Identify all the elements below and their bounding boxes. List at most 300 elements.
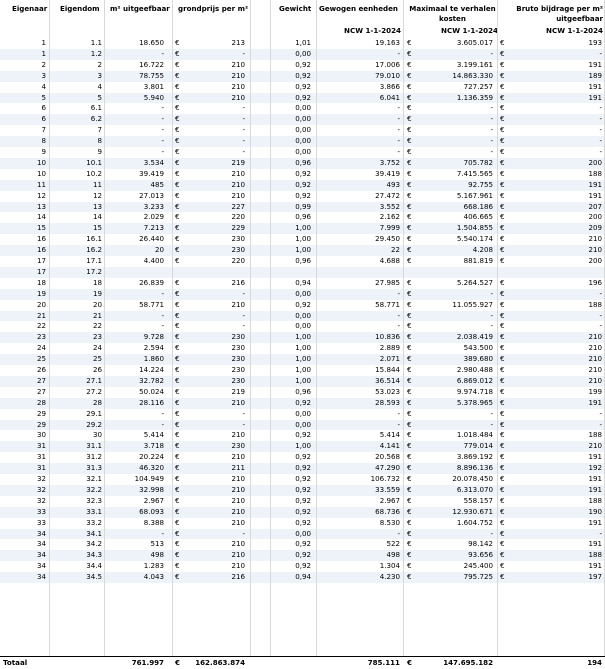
cell-bruto: 191: [588, 59, 602, 69]
cell-max: 5.167.961: [456, 190, 493, 200]
total-euro-1: €: [175, 658, 180, 667]
cell-euro: €: [500, 452, 505, 462]
cell-gewogen: -: [397, 528, 400, 538]
cell-max: 668.186: [463, 201, 493, 211]
cell-max: 4.208: [472, 245, 493, 255]
cell-euro: €: [500, 495, 505, 505]
cell-eigendom: 29.2: [86, 419, 102, 429]
cell-eigendom: 31.1: [86, 441, 102, 451]
cell-gewogen: -: [397, 147, 400, 156]
cell-eigendom: 1.2: [90, 48, 102, 58]
cell-max: 1.136.359: [456, 92, 493, 102]
cell-gewogen: 39.419: [375, 168, 400, 178]
cell-gewicht: 0,92: [295, 539, 311, 549]
cell-max: 92.755: [468, 179, 493, 189]
cell-max: 1.604.752: [456, 517, 493, 527]
cell-gewicht: 0,92: [295, 484, 311, 494]
cell-euro: €: [500, 365, 505, 374]
cell-bruto: -: [599, 103, 602, 113]
table-row: [0, 180, 605, 191]
cell-euro: €: [175, 321, 180, 331]
cell-euro: €: [175, 245, 180, 255]
cell-gewicht: 0,92: [295, 70, 311, 80]
cell-euro: €: [407, 212, 412, 222]
cell-gewicht: 0,00: [295, 288, 311, 298]
cell-euro: €: [500, 59, 505, 69]
cell-euro: €: [407, 92, 412, 102]
cell-euro: €: [407, 474, 412, 483]
cell-euro: €: [175, 343, 180, 353]
cell-grondprijs: 220: [231, 256, 245, 265]
cell-gewicht: 0,00: [295, 103, 311, 113]
cell-gewogen: 79.010: [375, 70, 400, 80]
cell-gewogen: 47.290: [375, 463, 400, 473]
cell-eigenaar: 6: [41, 103, 46, 113]
cell-grondprijs: 220: [231, 212, 245, 222]
cell-eigendom: 11: [92, 179, 102, 189]
cell-gewogen: 22: [390, 245, 400, 255]
cell-eigendom: 4: [97, 81, 102, 91]
cell-eigendom: 33.2: [86, 517, 102, 527]
cell-euro: €: [500, 474, 505, 483]
cell-bruto: 191: [588, 561, 602, 571]
header-bruto-sub: NCW 1-1-2024: [546, 26, 603, 35]
cell-gewogen: 3.752: [379, 157, 400, 167]
cell-max: 881.819: [463, 256, 493, 265]
cell-euro: €: [175, 168, 180, 178]
cell-grondprijs: 210: [231, 506, 245, 516]
cell-gewogen: 15.844: [375, 365, 400, 374]
cell-bruto: 191: [588, 474, 602, 483]
cell-gewicht: 0,00: [295, 114, 311, 124]
cell-m2: -: [161, 419, 164, 429]
cell-gewicht: 0,00: [295, 321, 311, 331]
cell-eigenaar: 32: [36, 484, 46, 494]
cell-euro: €: [407, 386, 412, 396]
cell-grondprijs: 210: [231, 495, 245, 505]
cell-gewogen: 522: [386, 539, 400, 549]
cell-m2: 26.839: [139, 277, 164, 287]
cell-gewicht: 1,01: [295, 38, 311, 47]
cell-m2: -: [161, 321, 164, 331]
cell-gewicht: 0,00: [295, 419, 311, 429]
cell-euro: €: [500, 168, 505, 178]
cell-gewicht: 0,92: [295, 474, 311, 483]
table-row: [0, 376, 605, 387]
cell-grondprijs: 230: [231, 441, 245, 451]
cell-gewicht: 1,00: [295, 354, 311, 364]
cell-euro: €: [407, 38, 412, 47]
cell-grondprijs: -: [242, 114, 245, 124]
cell-eigendom: 18: [92, 277, 102, 287]
cell-grondprijs: 210: [231, 539, 245, 549]
cell-eigenaar: 10: [36, 168, 46, 178]
cell-gewicht: 0,96: [295, 212, 311, 222]
cell-euro: €: [175, 539, 180, 549]
cell-eigenaar: 18: [36, 277, 46, 287]
cell-euro: €: [500, 223, 505, 233]
cell-max: -: [490, 48, 493, 58]
cell-gewicht: 0,00: [295, 408, 311, 418]
table-row: [0, 93, 605, 104]
cell-m2: 9.728: [143, 332, 164, 342]
cell-euro: €: [500, 419, 505, 429]
cell-gewicht: 0,92: [295, 495, 311, 505]
cell-euro: €: [500, 157, 505, 167]
cell-gewogen: 2.967: [379, 495, 400, 505]
cell-euro: €: [175, 277, 180, 287]
cell-eigendom: 24: [92, 343, 102, 353]
cell-gewicht: 0,94: [295, 572, 311, 582]
cell-euro: €: [407, 299, 412, 309]
cell-euro: €: [500, 430, 505, 440]
cell-gewogen: 7.999: [379, 223, 400, 233]
cell-eigendom: 10.1: [86, 157, 102, 167]
table-row: [0, 234, 605, 245]
cell-max: 6.313.070: [456, 484, 493, 494]
table-row: [0, 223, 605, 234]
cell-m2: 7.213: [143, 223, 164, 233]
cell-bruto: 188: [588, 430, 602, 440]
cell-gewicht: 1,00: [295, 332, 311, 342]
cell-eigenaar: 11: [36, 179, 46, 189]
cell-gewicht: 0,92: [295, 81, 311, 91]
cell-euro: €: [407, 190, 412, 200]
table-row: [0, 300, 605, 311]
cell-m2: 1.283: [143, 561, 164, 571]
cell-eigendom: 29.1: [86, 408, 102, 418]
cell-euro: €: [407, 179, 412, 189]
cell-grondprijs: 227: [231, 201, 245, 211]
cell-bruto: -: [599, 528, 602, 538]
cell-max: 727.257: [463, 81, 493, 91]
cell-gewicht: 0,92: [295, 179, 311, 189]
cell-gewogen: 29.450: [375, 234, 400, 244]
cell-euro: €: [407, 419, 412, 429]
cell-gewogen: -: [397, 48, 400, 58]
cell-gewogen: 27.472: [375, 190, 400, 200]
cell-gewicht: 0,00: [295, 125, 311, 135]
cell-eigenaar: 1: [41, 38, 46, 47]
cell-m2: 68.093: [139, 506, 164, 516]
cell-euro: €: [175, 92, 180, 102]
cell-grondprijs: -: [242, 136, 245, 146]
cell-eigendom: 7: [97, 125, 102, 135]
cell-bruto: 191: [588, 190, 602, 200]
cell-gewogen: -: [397, 310, 400, 320]
header-eigenaar: Eigenaar: [12, 4, 48, 13]
cell-gewicht: 0,92: [295, 299, 311, 309]
cell-bruto: 199: [588, 386, 602, 396]
cell-eigendom: 9: [97, 147, 102, 156]
table-row: [0, 507, 605, 518]
cell-euro: €: [407, 539, 412, 549]
cell-bruto: 210: [588, 441, 602, 451]
cell-gewogen: 498: [386, 550, 400, 560]
cell-grondprijs: 210: [231, 299, 245, 309]
cell-bruto: -: [599, 125, 602, 135]
table-row: [0, 539, 605, 550]
grid-line: [49, 0, 50, 656]
cell-gewicht: 0,96: [295, 256, 311, 265]
cell-euro: €: [407, 506, 412, 516]
header-max-sub: NCW 1-1-2024: [441, 26, 498, 35]
cell-gewogen: 2.071: [379, 354, 400, 364]
cell-grondprijs: 219: [231, 157, 245, 167]
cell-eigenaar: 10: [36, 157, 46, 167]
cell-m2: 2.594: [143, 343, 164, 353]
cell-eigendom: 28: [92, 397, 102, 407]
cell-euro: €: [407, 223, 412, 233]
cell-max: -: [490, 136, 493, 146]
cell-max: -: [490, 147, 493, 156]
cell-eigenaar: 9: [41, 147, 46, 156]
cell-bruto: 191: [588, 484, 602, 494]
cell-eigenaar: 16: [36, 245, 46, 255]
cell-euro: €: [407, 561, 412, 571]
cell-gewicht: 0,92: [295, 506, 311, 516]
cell-max: 1.018.484: [456, 430, 493, 440]
cell-max: 5.378.965: [456, 397, 493, 407]
cell-eigenaar: 15: [36, 223, 46, 233]
cell-m2: 3.718: [143, 441, 164, 451]
table-row: [0, 169, 605, 180]
grid-line: [316, 0, 317, 656]
cell-euro: €: [175, 463, 180, 473]
cell-m2: 3.233: [143, 201, 164, 211]
table-row: [0, 463, 605, 474]
cell-max: 3.199.161: [456, 59, 493, 69]
cell-m2: 27.013: [139, 190, 164, 200]
cell-eigenaar: 26: [36, 365, 46, 374]
header-gewogen-sub: NCW 1-1-2024: [344, 26, 401, 35]
cell-gewicht: 0,00: [295, 310, 311, 320]
cell-euro: €: [407, 354, 412, 364]
cell-eigendom: 17.2: [86, 266, 102, 276]
cell-gewogen: 2.162: [379, 212, 400, 222]
cell-m2: -: [161, 310, 164, 320]
cell-euro: €: [407, 343, 412, 353]
cell-grondprijs: -: [242, 103, 245, 113]
cell-m2: 32.998: [139, 484, 164, 494]
cell-euro: €: [407, 59, 412, 69]
cell-eigendom: 23: [92, 332, 102, 342]
cell-max: 14.863.330: [452, 70, 493, 80]
cell-euro: €: [175, 397, 180, 407]
cell-gewicht: 0,99: [295, 201, 311, 211]
table-row: [0, 147, 605, 158]
cell-gewogen: 5.414: [379, 430, 400, 440]
cell-gewogen: 27.985: [375, 277, 400, 287]
cell-m2: 485: [150, 179, 164, 189]
cell-grondprijs: 213: [231, 38, 245, 47]
cell-gewicht: 0,92: [295, 561, 311, 571]
cell-eigendom: 20: [92, 299, 102, 309]
cell-euro: €: [175, 147, 180, 156]
cell-max: 389.680: [463, 354, 493, 364]
cell-grondprijs: 216: [231, 277, 245, 287]
cell-bruto: 191: [588, 397, 602, 407]
cell-bruto: 190: [588, 506, 602, 516]
cell-gewogen: -: [397, 103, 400, 113]
cell-bruto: 196: [588, 277, 602, 287]
cell-bruto: 191: [588, 539, 602, 549]
cell-bruto: 200: [588, 157, 602, 167]
cell-max: -: [490, 114, 493, 124]
cell-m2: 8.388: [143, 517, 164, 527]
table-row: [0, 125, 605, 136]
cell-max: 543.500: [463, 343, 493, 353]
cell-eigenaar: 12: [36, 190, 46, 200]
table-row: [0, 332, 605, 343]
cell-eigendom: 27.1: [86, 375, 102, 385]
cell-eigenaar: 17: [36, 256, 46, 265]
cell-gewicht: 0,96: [295, 386, 311, 396]
cell-gewogen: -: [397, 419, 400, 429]
cell-eigendom: 12: [92, 190, 102, 200]
cell-grondprijs: 210: [231, 452, 245, 462]
cell-grondprijs: 211: [231, 463, 245, 473]
cell-m2: 16.722: [139, 59, 164, 69]
cell-m2: 2.029: [143, 212, 164, 222]
header-bruto-line1: Bruto bijdrage per m²: [516, 4, 603, 13]
cell-euro: €: [500, 114, 505, 124]
cell-eigenaar: 32: [36, 474, 46, 483]
cell-gewogen: 1.304: [379, 561, 400, 571]
table-row: [0, 103, 605, 114]
header-bruto-line2: uitgeefbaar: [556, 14, 603, 23]
cell-euro: €: [407, 495, 412, 505]
cell-euro: €: [500, 299, 505, 309]
cell-eigenaar: 6: [41, 114, 46, 124]
cell-euro: €: [407, 168, 412, 178]
cell-euro: €: [175, 517, 180, 527]
cell-eigendom: 8: [97, 136, 102, 146]
cell-m2: 5.414: [143, 430, 164, 440]
cell-m2: 20: [154, 245, 164, 255]
cell-euro: €: [500, 179, 505, 189]
cell-bruto: 210: [588, 375, 602, 385]
table-row: [0, 365, 605, 376]
total-gewogen: 785.111: [367, 658, 400, 667]
cell-eigendom: 14: [92, 212, 102, 222]
table-row: [0, 212, 605, 223]
cell-bruto: 210: [588, 343, 602, 353]
table-row: [0, 71, 605, 82]
table-row: [0, 158, 605, 169]
header-row: [0, 0, 605, 38]
cell-euro: €: [175, 386, 180, 396]
cell-max: -: [490, 288, 493, 298]
cell-gewicht: 0,00: [295, 48, 311, 58]
grid-line: [172, 0, 173, 656]
table-row: [0, 60, 605, 71]
table-row: [0, 256, 605, 267]
cell-eigenaar: 27: [36, 375, 46, 385]
cell-euro: €: [407, 332, 412, 342]
cell-eigenaar: 27: [36, 386, 46, 396]
header-eigendom: Eigendom: [60, 4, 100, 13]
cell-bruto: 191: [588, 81, 602, 91]
cell-euro: €: [407, 157, 412, 167]
cell-grondprijs: 230: [231, 332, 245, 342]
cell-m2: -: [161, 103, 164, 113]
cell-grondprijs: 210: [231, 81, 245, 91]
cell-euro: €: [407, 572, 412, 582]
table-row: [0, 191, 605, 202]
total-m2: 761.997: [131, 658, 164, 667]
cell-euro: €: [407, 136, 412, 146]
cell-gewogen: -: [397, 125, 400, 135]
cell-gewicht: 1,00: [295, 441, 311, 451]
cell-euro: €: [407, 452, 412, 462]
cell-grondprijs: 230: [231, 234, 245, 244]
cell-euro: €: [175, 310, 180, 320]
cell-bruto: 210: [588, 234, 602, 244]
cell-euro: €: [500, 397, 505, 407]
cell-bruto: -: [599, 147, 602, 156]
cell-euro: €: [175, 495, 180, 505]
cell-euro: €: [500, 354, 505, 364]
cell-euro: €: [407, 81, 412, 91]
cell-m2: -: [161, 147, 164, 156]
cell-max: 245.400: [463, 561, 493, 571]
cell-max: 6.869.012: [456, 375, 493, 385]
table-row: [0, 311, 605, 322]
cell-gewicht: 0,92: [295, 430, 311, 440]
cell-bruto: 191: [588, 452, 602, 462]
cell-gewogen: 53.023: [375, 386, 400, 396]
cell-eigendom: 31.3: [86, 463, 102, 473]
cell-euro: €: [500, 277, 505, 287]
cell-bruto: -: [599, 136, 602, 146]
cell-m2: 18.650: [139, 38, 164, 47]
cell-eigenaar: 17: [36, 266, 46, 276]
cell-eigenaar: 33: [36, 506, 46, 516]
cell-m2: -: [161, 408, 164, 418]
cell-max: 12.930.671: [452, 506, 493, 516]
cell-m2: 20.224: [139, 452, 164, 462]
cell-euro: €: [407, 397, 412, 407]
table-row: [0, 354, 605, 365]
cell-euro: €: [407, 103, 412, 113]
cell-gewicht: 0,92: [295, 550, 311, 560]
cell-eigenaar: 34: [36, 550, 46, 560]
cell-gewicht: 1,00: [295, 234, 311, 244]
cell-gewicht: 0,92: [295, 463, 311, 473]
cell-eigendom: 19: [92, 288, 102, 298]
cell-bruto: -: [599, 310, 602, 320]
cell-grondprijs: 230: [231, 245, 245, 255]
cell-bruto: 200: [588, 256, 602, 265]
cell-grondprijs: 210: [231, 179, 245, 189]
header-max-line2: kosten: [439, 14, 466, 23]
cell-bruto: 191: [588, 517, 602, 527]
cell-m2: 3.801: [143, 81, 164, 91]
table-row: [0, 409, 605, 420]
cell-eigenaar: 24: [36, 343, 46, 353]
cell-eigenaar: 23: [36, 332, 46, 342]
cell-euro: €: [175, 179, 180, 189]
table-row: [0, 441, 605, 452]
cell-euro: €: [407, 277, 412, 287]
cell-euro: €: [407, 528, 412, 538]
cell-gewicht: 0,00: [295, 147, 311, 156]
cell-max: -: [490, 103, 493, 113]
cell-eigenaar: 7: [41, 125, 46, 135]
cell-grondprijs: -: [242, 408, 245, 418]
total-euro-2: €: [407, 658, 412, 667]
